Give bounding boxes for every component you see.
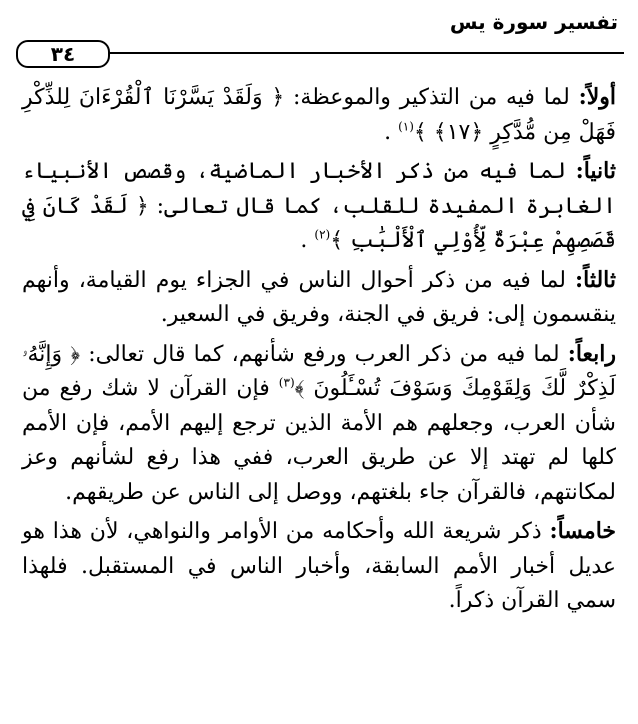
quran-verse: ﴿ وَلَقَدْ يَسَّرْنَا ٱلْقُرْءَانَ لِلذِّكْرِ فَهَلْ مِن مُّدَّكِرٍ ﴿١٧﴾ ﴾ [22, 85, 616, 145]
quran-verse: ﴿ لَقَدْ كَانَ فِي قَصَصِهِمْ عِبْرَةٌ لِّأُوْلِي ٱلْأَلْبَٰبِ ﴾ [22, 193, 616, 253]
paragraph-text: لما فيه من التذكير والموعظة: [284, 85, 579, 110]
paragraph-3 [22, 263, 616, 333]
paragraph-text: لما فيه من ذكر الأخبار الماضية، وقصص الأنبياء الغابرة المفيدة للقلب، كما قال تعالى: [22, 159, 616, 219]
page-title: تفسير سورة يس [449, 10, 618, 34]
footnote-marker: (٣) [278, 375, 295, 390]
paragraph-1 [22, 80, 616, 150]
paragraph-lead: ثانياً: [575, 158, 616, 184]
paragraph-lead: رابعاً: [567, 340, 616, 367]
page-number-badge: ٣٤ [16, 40, 110, 68]
paragraph-text: لما فيه من ذكر أحوال الناس في الجزاء يوم القيامة، وأنهم ينقسمون إلى: فريق في الجنة، وفريق في السعير. [22, 267, 616, 327]
paragraph-after: فإن القرآن لا شك رفع من شأن العرب، وجعلهم هم الأمة الذين ترجع إليهم الأمم، فإن الأمم كلها لم تهتد إلا عن طريق العرب، ففي هذا رفع لشأنهم وعز لمكانتهم، فالقرآن جاء بلغتهم، ووصل إلى الناس عن طريقهم. [22, 376, 616, 505]
page-body [22, 80, 616, 623]
paragraph-5 [22, 514, 616, 619]
page-header [14, 6, 624, 64]
header-rule [106, 52, 624, 54]
paragraph-lead: أولاً: [578, 84, 616, 110]
paragraph-4 [22, 337, 616, 511]
paragraph-after: . [384, 119, 399, 145]
paragraph-text: ذكر شريعة الله وأحكامه من الأوامر والنواهي، لأن هذا هو عديل أخبار الأمم السابقة، وأخبار الناس في المستقبل. فلهذا سمي القرآن ذكراً. [22, 519, 616, 613]
footnote-marker: (١) [398, 119, 414, 134]
footnote-marker: (٢) [314, 227, 331, 242]
paragraph-2 [22, 154, 616, 259]
quran-verse: ﴿ وَإِنَّهُۥ لَذِكْرٌ لَّكَ وَلِقَوْمِكَ وَسَوْفَ تُسْـَٔلُونَ ﴾ [22, 341, 616, 401]
paragraph-lead: ثالثاً: [575, 266, 616, 293]
paragraph-after: . [300, 228, 315, 253]
paragraph-text: لما فيه من ذكر العرب ورفع شأنهم، كما قال تعالى: [80, 341, 568, 367]
paragraph-lead: خامساً: [549, 518, 616, 544]
